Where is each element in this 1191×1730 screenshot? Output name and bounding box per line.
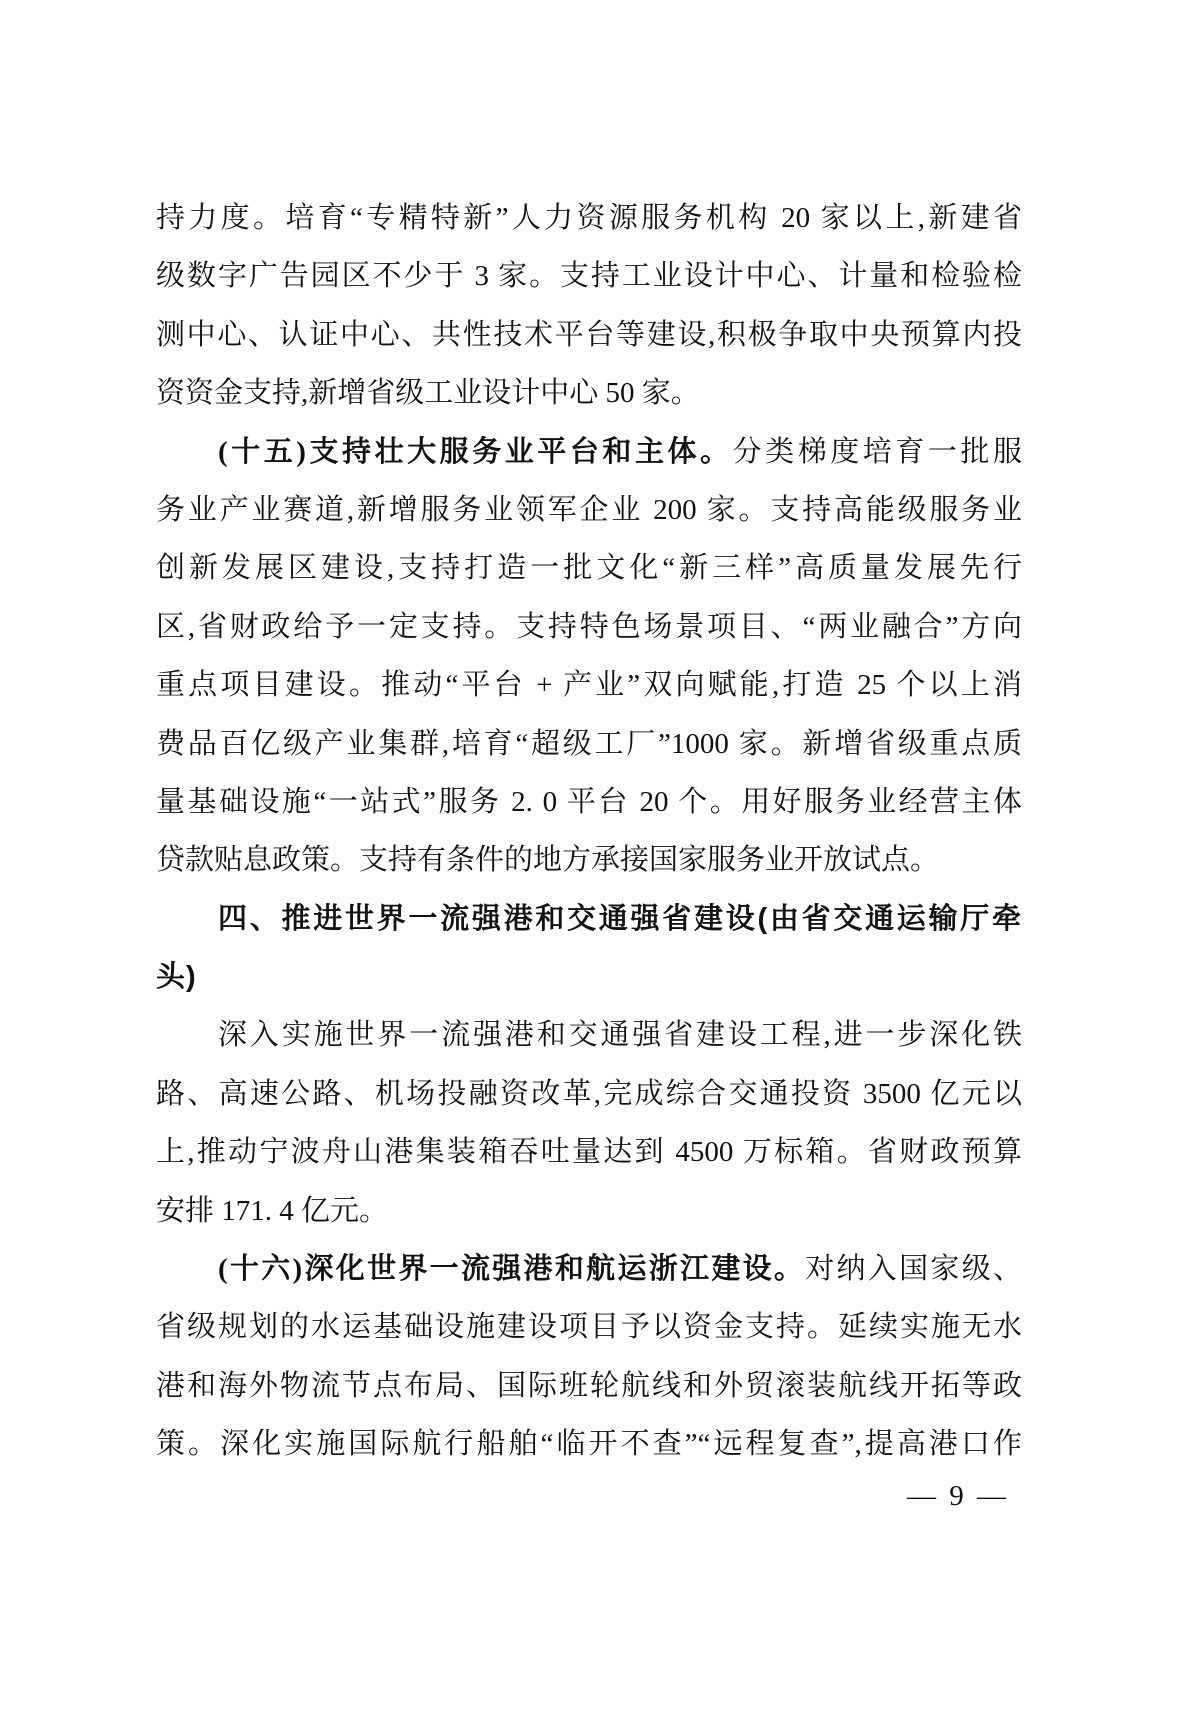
text-segment: 对纳入国家级、 bbox=[805, 1253, 1022, 1286]
bold-text-segment: (十五)支持壮大服务业平台和主体。 bbox=[218, 435, 733, 468]
text-line bbox=[156, 948, 1022, 1006]
text-line bbox=[156, 189, 1022, 247]
text-line bbox=[156, 890, 1022, 948]
text-line bbox=[156, 831, 1022, 889]
text-line bbox=[156, 656, 1022, 714]
text-segment: 务业产业赛道,新增服务业领军企业 200 家。支持高能级服务业 bbox=[156, 493, 1022, 526]
bold-text-segment: 四、推进世界一流强港和交通强省建设(由省交通运输厅牵 bbox=[218, 902, 1022, 935]
text-line bbox=[156, 1123, 1022, 1181]
text-line bbox=[156, 1182, 1022, 1240]
text-line bbox=[156, 539, 1022, 597]
text-segment: 安排 171. 4 亿元。 bbox=[156, 1194, 389, 1227]
text-line bbox=[156, 423, 1022, 481]
text-segment: 量基础设施“一站式”服务 2. 0 平台 20 个。用好服务业经营主体 bbox=[156, 785, 1022, 818]
document-body bbox=[156, 189, 1022, 1474]
text-segment: 分类梯度培育一批服 bbox=[732, 435, 1022, 468]
text-segment: 省级规划的水运基础设施建设项目予以资金支持。延续实施无水 bbox=[156, 1311, 1022, 1344]
text-segment: 创新发展区建设,支持打造一批文化“新三样”高质量发展先行 bbox=[156, 552, 1022, 585]
text-segment: 资资金支持,新增省级工业设计中心 50 家。 bbox=[156, 377, 700, 410]
text-line bbox=[156, 247, 1022, 305]
text-line bbox=[156, 1298, 1022, 1356]
text-line bbox=[156, 1357, 1022, 1415]
text-segment: 费品百亿级产业集群,培育“超级工厂”1000 家。新增省级重点质 bbox=[156, 727, 1022, 760]
bold-text-segment: 头) bbox=[156, 961, 197, 994]
text-line bbox=[156, 1240, 1022, 1298]
text-segment: 上,推动宁波舟山港集装箱吞吐量达到 4500 万标箱。省财政预算 bbox=[156, 1136, 1022, 1169]
text-line bbox=[156, 598, 1022, 656]
text-line bbox=[156, 481, 1022, 539]
text-line bbox=[156, 1415, 1022, 1473]
text-segment: 贷款贴息政策。支持有条件的地方承接国家服务业开放试点。 bbox=[156, 844, 940, 877]
text-line bbox=[156, 306, 1022, 364]
text-segment: 策。深化实施国际航行船舶“临开不查”“远程复查”,提高港口作 bbox=[156, 1428, 1022, 1461]
text-segment: 持力度。培育“专精特新”人力资源服务机构 20 家以上,新建省 bbox=[156, 202, 1022, 234]
text-line bbox=[156, 715, 1022, 773]
text-line bbox=[156, 1006, 1022, 1064]
text-segment: 测中心、认证中心、共性技术平台等建设,积极争取中央预算内投 bbox=[156, 318, 1022, 351]
bold-text-segment: (十六)深化世界一流强港和航运浙江建设。 bbox=[218, 1253, 806, 1286]
text-segment: 深入实施世界一流强港和交通强省建设工程,进一步深化铁 bbox=[218, 1019, 1022, 1052]
text-line bbox=[156, 1065, 1022, 1123]
text-segment: 路、高速公路、机场投融资改革,完成综合交通投资 3500 亿元以 bbox=[156, 1077, 1022, 1110]
text-segment: 级数字广告园区不少于 3 家。支持工业设计中心、计量和检验检 bbox=[156, 260, 1022, 293]
text-line bbox=[156, 364, 1022, 422]
text-segment: 重点项目建设。推动“平台 + 产业”双向赋能,打造 25 个以上消 bbox=[156, 669, 1022, 702]
text-line bbox=[156, 773, 1022, 831]
page-number: — 9 — bbox=[907, 1480, 1009, 1512]
text-segment: 区,省财政给予一定支持。支持特色场景项目、“两业融合”方向 bbox=[156, 610, 1022, 643]
text-segment: 港和海外物流节点布局、国际班轮航线和外贸滚装航线开拓等政 bbox=[156, 1369, 1022, 1402]
